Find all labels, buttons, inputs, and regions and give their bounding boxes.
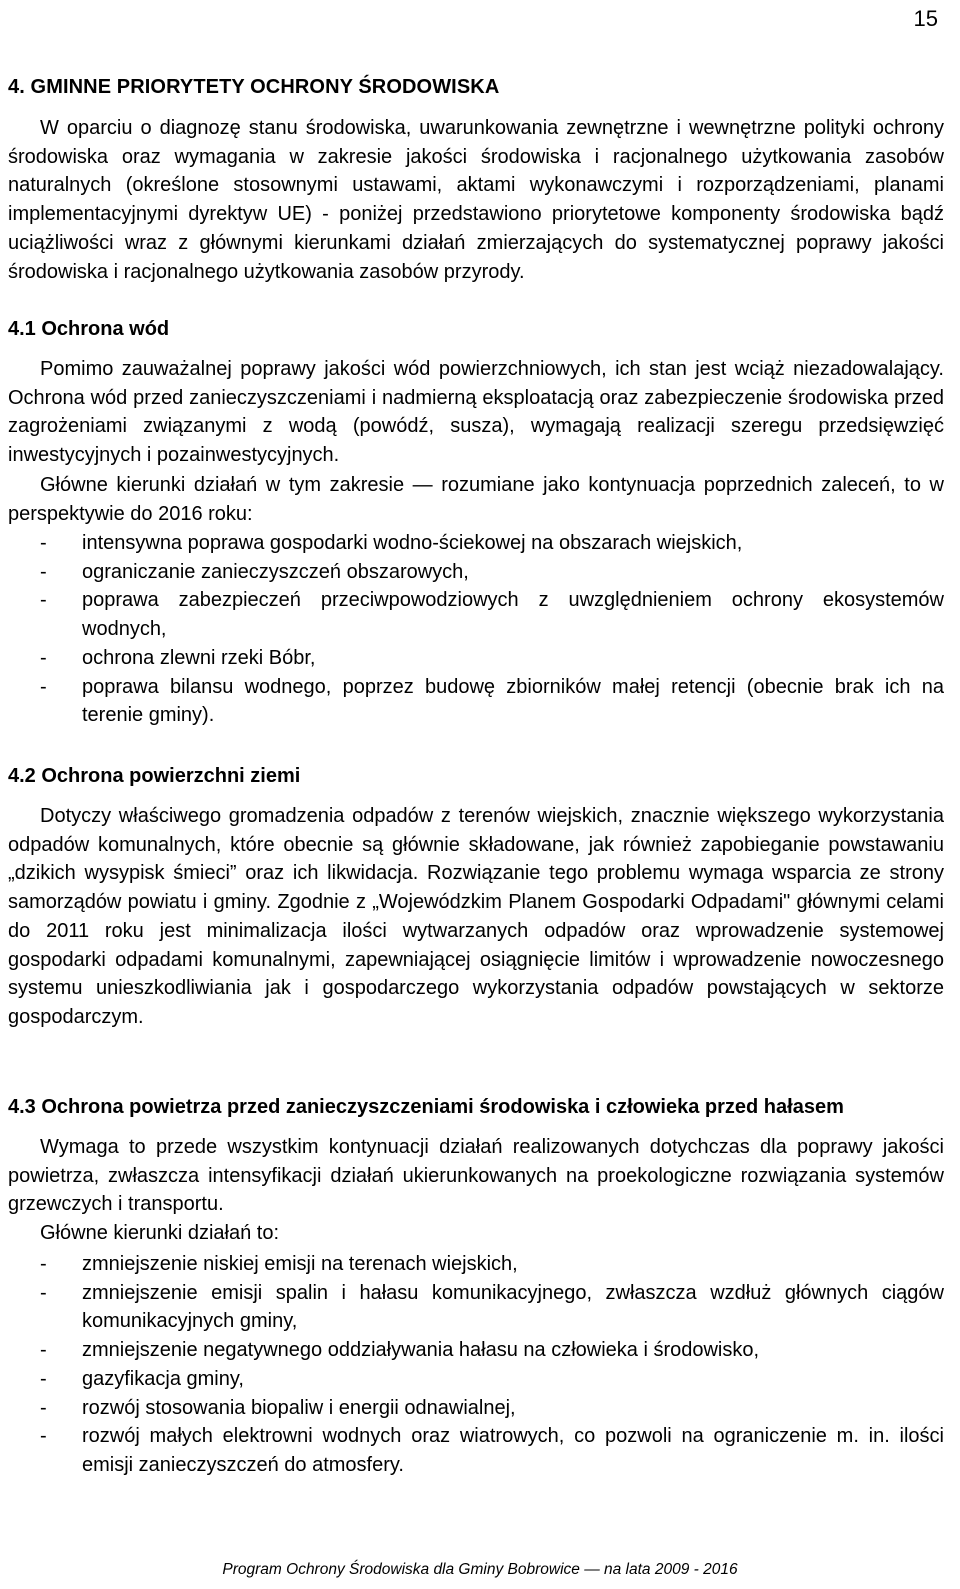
section-4-1-para-1: Pomimo zauważalnej poprawy jakości wód powierzchniowych, ich stan jest wciąż niezadowalający. Ochrona wód przed zanieczyszczeniami i nadmierną eksploatacją oraz zabezpieczenie środowiska przed zagrożeniami związanymi z wodą (powódź, susza), wymagają realizacji szeregu przedsięwzięć inwestycyjnych i pozainwestycyjnych. xyxy=(8,358,944,467)
section-4-3-lead: Główne kierunki działań to: xyxy=(40,1222,280,1244)
dash-icon: - xyxy=(40,1396,47,1419)
section-4-2-para-1: Dotyczy właściwego gromadzenia odpadów z terenów wiejskich, znacznie większego wykorzystania odpadów komunalnych, które obecnie są głównie składowane, jak również zapobieganie powstawaniu „dzikich wysypisk śmieci” oraz ich likwidacja. Rozwiązanie tego problemu wymaga wsparcia ze strony samorządów powiatu i gminy. Zgodnie z „Wojewódzkim Planem Gospodarki Odpadami" głównymi celami do 2011 roku jest minimalizacja ilości wytwarzanych odpadów oraz wprowadzenie systemowej gospodarki odpadami komunalnymi, zapewniającej osiągnięcie limitów i wprowadzenie nowoczesnego systemu unieszkodliwiania jak i gospodarczego wykorzystania odpadów powstających w sektorze gospodarczym. xyxy=(8,805,944,1028)
page-number: 15 xyxy=(913,6,938,31)
list-item: - intensywna poprawa gospodarki wodno-ściekowej na obszarach wiejskich, xyxy=(8,529,944,558)
page-footer: Program Ochrony Środowiska dla Gminy Bobrowice — na lata 2009 - 2016 xyxy=(222,1561,738,1578)
list-item: - ograniczanie zanieczyszczeń obszarowych, xyxy=(8,558,944,587)
list-item: - gazyfikacja gminy, xyxy=(8,1365,944,1394)
list-item: - poprawa zabezpieczeń przeciwpowodziowych z uwzględnieniem ochrony ekosystemów wodnych, xyxy=(8,586,944,643)
dash-icon: - xyxy=(40,1339,47,1362)
dash-icon: - xyxy=(40,675,47,698)
list-item: - rozwój małych elektrowni wodnych oraz wiatrowych, co pozwoli na ograniczenie m. in. ilości emisji zanieczyszczeń do atmosfery. xyxy=(8,1422,944,1479)
section-4-1-heading: 4.1 Ochrona wód xyxy=(8,318,170,340)
section-4-2-heading: 4.2 Ochrona powierzchni ziemi xyxy=(8,765,301,787)
section-4-1-list xyxy=(8,529,944,730)
section-4-heading: 4. GMINNE PRIORYTETY OCHRONY ŚRODOWISKA xyxy=(8,76,500,98)
dash-icon: - xyxy=(40,1281,47,1304)
list-item: - rozwój stosowania biopaliw i energii odnawialnej, xyxy=(8,1394,944,1423)
list-item: - zmniejszenie negatywnego oddziaływania hałasu na człowieka i środowisko, xyxy=(8,1336,944,1365)
dash-icon: - xyxy=(40,1253,47,1275)
section-4-3-list xyxy=(8,1250,944,1480)
dash-icon: - xyxy=(40,532,47,554)
dash-icon: - xyxy=(40,589,47,612)
list-item: - ochrona zlewni rzeki Bóbr, xyxy=(8,644,944,673)
dash-icon: - xyxy=(40,560,47,583)
dash-icon: - xyxy=(40,1425,47,1448)
list-item: - zmniejszenie niskiej emisji na terenach wiejskich, xyxy=(8,1250,944,1279)
dash-icon: - xyxy=(40,1367,47,1390)
section-4-3-heading: 4.3 Ochrona powietrza przed zanieczyszczeniami środowiska i człowieka przed hałasem xyxy=(8,1096,844,1118)
section-4-intro: W oparciu o diagnozę stanu środowiska, uwarunkowania zewnętrzne i wewnętrzne polityki ochrony środowiska oraz wymagania w zakresie jakości środowiska i racjonalnego użytkowania zasobów naturalnych (określone stosownymi ustawami, aktami wykonawczymi i rozporządzeniami, planami implementacyjnymi dyrektyw UE) - poniżej przedstawiono priorytetowe komponenty środowiska bądź uciążliwości wraz z głównymi kierunkami działań zmierzających do systematycznej poprawy jakości środowiska i racjonalnego użytkowania zasobów przyrody. xyxy=(8,117,944,283)
list-item: - zmniejszenie emisji spalin i hałasu komunikacyjnego, zwłaszcza wzdłuż głównych ciągów komunikacyjnych gminy, xyxy=(8,1279,944,1336)
dash-icon: - xyxy=(40,646,47,669)
list-item: - poprawa bilansu wodnego, poprzez budowę zbiorników małej retencji (obecnie brak ich na terenie gminy). xyxy=(8,673,944,730)
section-4-1-para-2: Główne kierunki działań w tym zakresie — rozumiane jako kontynuacja poprzednich zaleceń, to w perspektywie do 2016 roku: xyxy=(8,474,944,525)
section-4-3-para-1: Wymaga to przede wszystkim kontynuacji działań realizowanych dotychczas dla poprawy jakości powietrza, zwłaszcza intensyfikacji działań ukierunkowanych na proekologiczne rozwiązania systemów grzewczych i transportu. xyxy=(8,1136,944,1216)
